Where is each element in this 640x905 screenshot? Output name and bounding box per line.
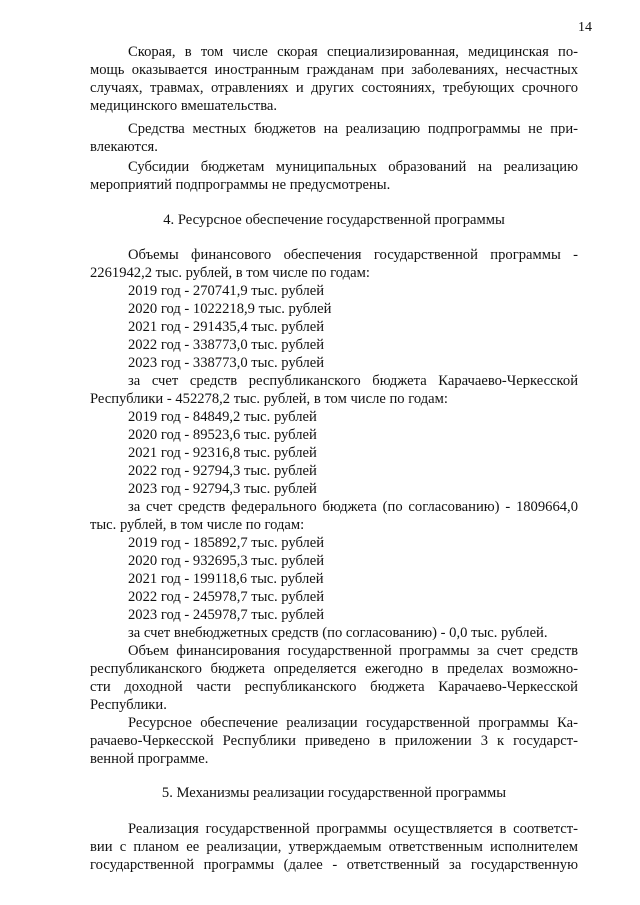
text-line: за счет внебюджетных средств (по согласованию) - 0,0 тыс. рублей. [128,625,548,641]
text-line: 2021 год - 199118,6 тыс. рублей [128,571,324,587]
text-line: медицинского вмешательства. [90,98,278,114]
text-line: 2022 год - 245978,7 тыс. рублей [128,589,325,605]
text-line: тыс. рублей, в том числе по годам: [90,517,305,533]
text-line: 2020 год - 89523,6 тыс. рублей [128,427,317,443]
text-line: влекаются. [90,139,158,155]
text-line: 2023 год - 92794,3 тыс. рублей [128,481,317,497]
text-line: сти доходной части республиканского бюджета Карачаево-Черкесской [90,679,578,695]
text-line: 2021 год - 291435,4 тыс. рублей [128,319,325,335]
text-line: республиканского бюджета определяется ежегодно в пределах возможно- [90,661,578,677]
text-line: за счет средств федерального бюджета (по согласованию) - 1809664,0 [128,499,578,515]
text-line: 2022 год - 338773,0 тыс. рублей [128,337,325,353]
text-line: вии с планом ее реализации, утверждаемым ответственным исполнителем [90,839,578,855]
text-line: случаях, травмах, отравлениях и других состояниях, требующих срочного [90,80,578,96]
text-line: 2261942,2 тыс. рублей, в том числе по годам: [90,265,370,281]
text-line: за счет средств республиканского бюджета Карачаево-Черкесской [128,373,578,389]
text-line: Республики - 452278,2 тыс. рублей, в том числе по годам: [90,391,448,407]
section-heading: 5. Механизмы реализации государственной программы [161,785,507,801]
text-line: государственной программы (далее - ответственный за государственную [90,857,578,873]
text-line: рачаево-Черкесской Республики приведено в приложении 3 к государст- [90,733,578,749]
text-line: мощь оказывается иностранным гражданам при заболеваниях, несчастных [90,62,578,78]
text-line: 2022 год - 92794,3 тыс. рублей [128,463,317,479]
text-line: Средства местных бюджетов на реализацию подпрограммы не при- [128,121,578,137]
text-line: мероприятий подпрограммы не предусмотрены. [90,177,391,193]
text-line: Ресурсное обеспечение реализации государственной программы Ка- [128,715,578,731]
page-number: 14 [578,20,592,35]
text-line: Субсидии бюджетам муниципальных образований на реализацию [128,159,578,175]
text-line: 2023 год - 338773,0 тыс. рублей [128,355,325,371]
text-line: 2019 год - 84849,2 тыс. рублей [128,409,317,425]
text-line: Реализация государственной программы осуществляется в соответст- [128,821,578,837]
text-line: Скорая, в том числе скорая специализированная, медицинская по- [128,44,578,60]
text-line: 2019 год - 270741,9 тыс. рублей [128,283,325,299]
section-heading: 4. Ресурсное обеспечение государственной программы [163,212,505,228]
text-line: 2020 год - 1022218,9 тыс. рублей [128,301,332,317]
text-line: 2023 год - 245978,7 тыс. рублей [128,607,325,623]
text-line: 2021 год - 92316,8 тыс. рублей [128,445,317,461]
text-line: Объемы финансового обеспечения государственной программы - [128,247,578,263]
text-line: 2019 год - 185892,7 тыс. рублей [128,535,325,551]
text-line: Республики. [90,697,167,713]
text-line: Объем финансирования государственной программы за счет средств [128,643,578,659]
text-line: 2020 год - 932695,3 тыс. рублей [128,553,325,569]
text-line: венной программе. [90,751,209,767]
